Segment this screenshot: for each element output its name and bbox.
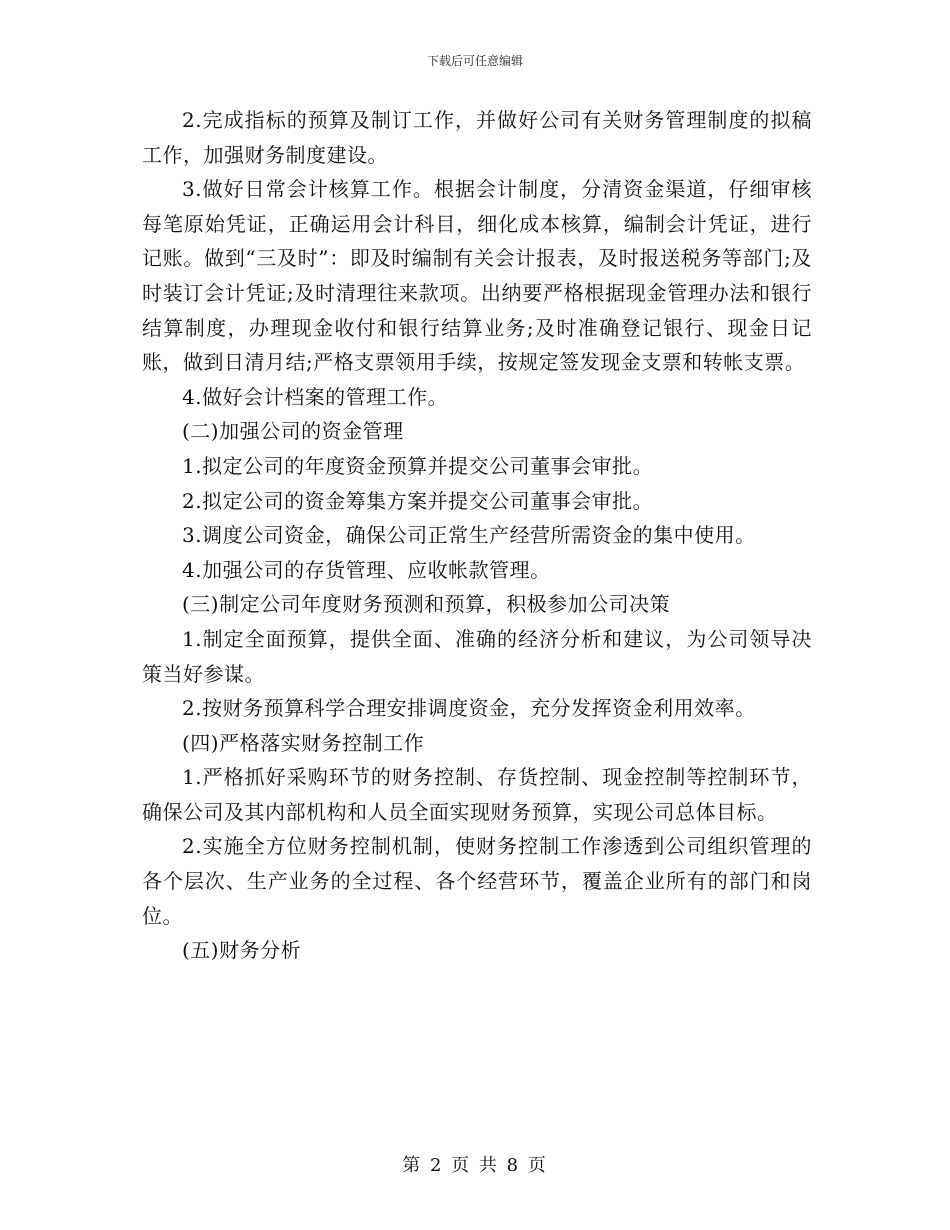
section-heading: (四)严格落实财务控制工作 <box>182 730 425 755</box>
paragraph: 3.调度公司资金，确保公司正常生产经营所需资金的集中使用。 <box>182 523 756 548</box>
page-number-footer: 第 2 页 共 8 页 <box>402 1155 548 1176</box>
paragraph: 4.做好会计档案的管理工作。 <box>182 384 449 409</box>
section-heading: (三)制定公司年度财务预测和预算，积极参加公司决策 <box>182 592 671 617</box>
paragraph: 2.实施全方位财务控制机制，使财务控制工作渗透到公司组织管理的各个层次、生产业务的全过程、各个经营环节，覆盖企业所有的部门和岗位。 <box>142 834 812 928</box>
paragraph: 3.做好日常会计核算工作。根据会计制度，分清资金渠道，仔细审核每笔原始凭证，正确运用会计科目，细化成本核算，编制会计凭证，进行记账。做到“三及时”：即及时编制有关会计报表，及时报送税务等部门;及时装订会计凭证;及时清理往来款项。出纳要严格根据现金管理办法和银行结算制度，办理现金收付和银行结算业务;及时准确登记银行、现金日记账，做到日清月结;严格支票领用手续，按规定签发现金支票和转帐支票。 <box>142 177 812 375</box>
paragraph: 1.拟定公司的年度资金预算并提交公司董事会审批。 <box>182 453 654 478</box>
paragraph: 2.按财务预算科学合理安排调度资金，充分发挥资金利用效率。 <box>182 696 756 721</box>
page-header-note: 下载后可任意编辑 <box>426 54 523 68</box>
document-body <box>142 103 812 968</box>
section-heading: (五)财务分析 <box>182 938 302 963</box>
paragraph: 1.严格抓好采购环节的财务控制、存货控制、现金控制等控制环节，确保公司及其内部机构和人员全面实现财务预算，实现公司总体目标。 <box>142 765 812 824</box>
paragraph: 2.拟定公司的资金筹集方案并提交公司董事会审批。 <box>182 488 654 513</box>
section-heading: (二)加强公司的资金管理 <box>182 419 404 444</box>
paragraph: 2.完成指标的预算及制订工作，并做好公司有关财务管理制度的拟稿工作，加强财务制度建设。 <box>142 108 812 167</box>
paragraph: 1.制定全面预算，提供全面、准确的经济分析和建议，为公司领导决策当好参谋。 <box>142 626 812 686</box>
paragraph: 4.加强公司的存货管理、应收帐款管理。 <box>182 557 551 582</box>
